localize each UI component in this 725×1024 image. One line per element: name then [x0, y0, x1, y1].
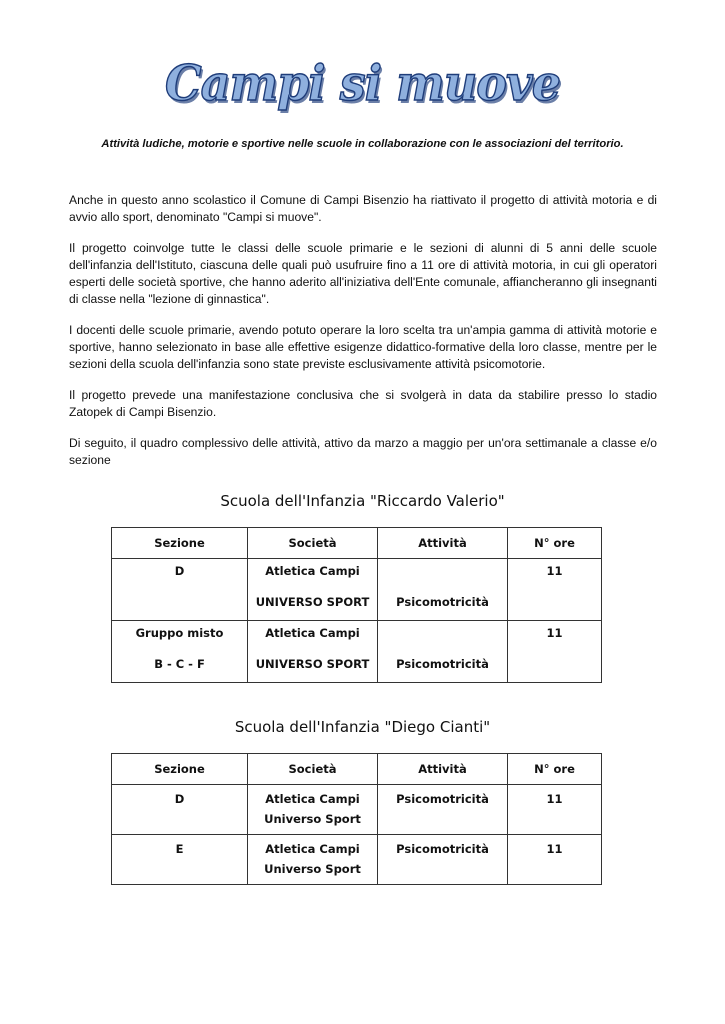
- cell-attivita: Psicomotricità: [378, 835, 508, 885]
- table-row: [112, 835, 602, 885]
- paragraph: Il progetto prevede una manifestazione conclusiva che si svolgerà in data da stabilire presso lo stadio Zatopek di Campi Bisenzio.: [69, 388, 657, 419]
- header-sezione: Sezione: [112, 528, 248, 559]
- section-title-cianti: Scuola dell'Infanzia "Diego Cianti": [234, 718, 491, 736]
- paragraph: Anche in questo anno scolastico il Comune di Campi Bisenzio ha riattivato il progetto di attività motoria e di avvio allo sport, denominato "Campi si muove".: [69, 193, 657, 224]
- cell-attivita: Psicomotricità: [378, 785, 508, 835]
- table-header-row: [112, 528, 602, 559]
- logo-wordart: Campi si muove: [165, 54, 560, 112]
- table-row: [112, 559, 602, 621]
- table-row: [112, 785, 602, 835]
- section-title-valerio: Scuola dell'Infanzia "Riccardo Valerio": [220, 492, 505, 510]
- header-attivita: Attività: [378, 754, 508, 785]
- cell-societa: Atletica Campi UNIVERSO SPORT: [248, 559, 378, 621]
- logo-title: [0, 56, 725, 110]
- cell-sezione: D: [112, 559, 248, 621]
- cell-attivita: Psicomotricità: [378, 559, 508, 621]
- cell-sezione: Gruppo misto B - C - F: [112, 621, 248, 683]
- cell-societa: Atletica Campi UNIVERSO SPORT: [248, 621, 378, 683]
- header-societa: Società: [248, 754, 378, 785]
- table-valerio: [111, 527, 602, 683]
- header-ore: N° ore: [508, 754, 602, 785]
- header-ore: N° ore: [508, 528, 602, 559]
- body-text: [69, 192, 657, 483]
- header-sezione: Sezione: [112, 754, 248, 785]
- cell-ore: 11: [508, 621, 602, 683]
- table-cianti: [111, 753, 602, 885]
- cell-ore: 11: [508, 835, 602, 885]
- cell-sezione: E: [112, 835, 248, 885]
- cell-ore: 11: [508, 785, 602, 835]
- cell-sezione: D: [112, 785, 248, 835]
- table-header-row: [112, 754, 602, 785]
- cell-ore: 11: [508, 559, 602, 621]
- paragraph: Di seguito, il quadro complessivo delle attività, attivo da marzo a maggio per un'ora settimanale a classe e/o sezione: [69, 436, 657, 467]
- table-row: [112, 621, 602, 683]
- subtitle: Attività ludiche, motorie e sportive nelle scuole in collaborazione con le associazioni del territorio.: [101, 138, 624, 150]
- paragraph: Il progetto coinvolge tutte le classi delle scuole primarie e le sezioni di alunni di 5 anni delle scuole dell'infanzia dell'Istituto, ciascuna delle quali può usufruire fino a 11 ore di attività motoria, in cui gli operatori esperti delle società sportive, che hanno aderito all'iniziativa dell'Ente comunale, affiancheranno gli insegnanti di classe nella "lezione di ginnastica".: [69, 241, 657, 306]
- cell-attivita: Psicomotricità: [378, 621, 508, 683]
- paragraph: I docenti delle scuole primarie, avendo potuto operare la loro scelta tra un'ampia gamma di attività motorie e sportive, hanno selezionato in base alle effettive esigenze didattico-formative della loro classe, mentre per le sezioni della scuola dell'infanzia sono state previste esclusivamente attività psicomotorie.: [69, 323, 657, 371]
- cell-societa: Atletica Campi Universo Sport: [248, 835, 378, 885]
- header-societa: Società: [248, 528, 378, 559]
- header-attivita: Attività: [378, 528, 508, 559]
- cell-societa: Atletica Campi Universo Sport: [248, 785, 378, 835]
